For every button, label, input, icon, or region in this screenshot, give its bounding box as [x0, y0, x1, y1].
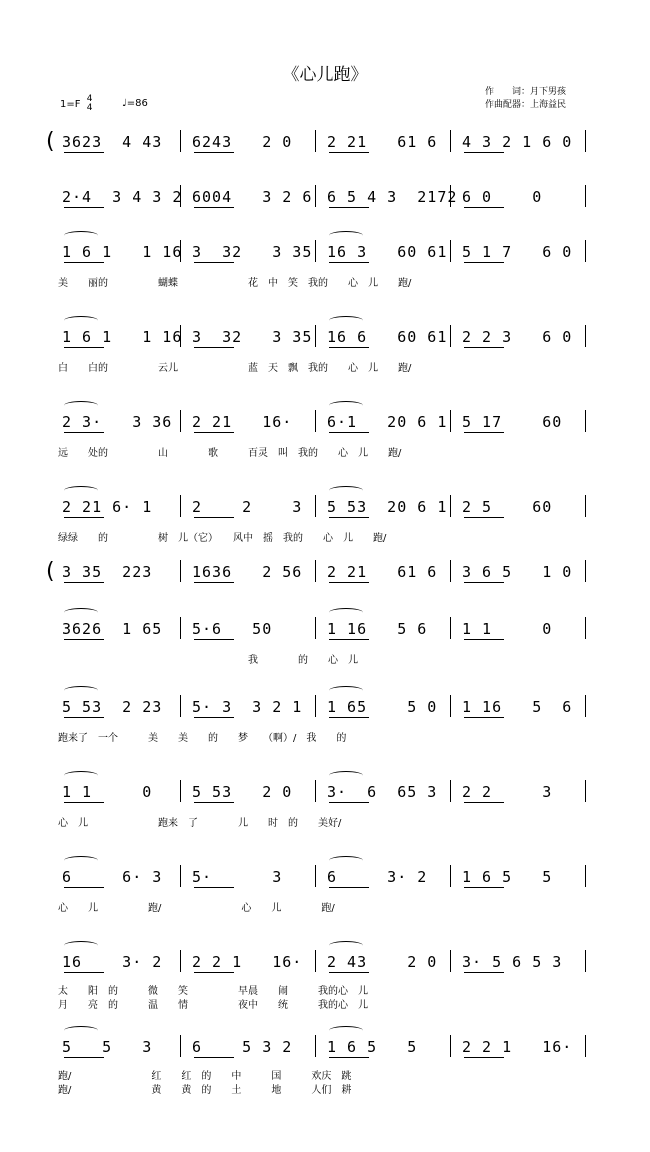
measure: 6 5 4 3 2172 — [327, 188, 458, 206]
slur-mark — [329, 316, 363, 325]
beam-line — [329, 582, 369, 583]
lyric-line: 远 处的 山 歌 百灵 叫 我的 心 儿 跑/ — [58, 448, 402, 459]
slur-mark — [64, 316, 98, 325]
lyric-line: 心 儿 跑来 了 儿 时 的 美好/ — [58, 818, 342, 829]
beam-line — [194, 517, 234, 518]
bar-line — [315, 185, 316, 207]
slur-mark — [329, 231, 363, 240]
beam-line — [64, 432, 104, 433]
bar-line — [585, 130, 586, 152]
beam-line — [464, 1057, 504, 1058]
bar-line — [180, 865, 181, 887]
beam-line — [194, 639, 234, 640]
bar-line — [585, 185, 586, 207]
bar-line — [180, 495, 181, 517]
bar-line — [180, 950, 181, 972]
measure: 1 6 5 5 — [462, 868, 553, 886]
lyric-line: 心 儿 跑/ 心 儿 跑/ — [58, 903, 335, 914]
measure: 6 3· 2 — [327, 868, 428, 886]
score-row — [46, 129, 595, 172]
bar-line — [315, 950, 316, 972]
measure: 1 6 1 1 16 — [62, 243, 183, 261]
beam-line — [64, 1057, 104, 1058]
slur-mark — [64, 401, 98, 410]
beam-line — [329, 802, 369, 803]
beam-line — [64, 262, 104, 263]
bar-line — [315, 495, 316, 517]
bar-line — [180, 410, 181, 432]
bar-line — [315, 325, 316, 347]
bar-line — [585, 950, 586, 972]
beam-line — [194, 717, 234, 718]
lyric-line: 太 阳 的 微 笑 早晨 闹 我的心 儿 — [58, 986, 368, 997]
bar-line — [315, 130, 316, 152]
measure: 1636 2 56 — [192, 563, 303, 581]
measure: 3· 6 65 3 — [327, 783, 438, 801]
bar-line — [315, 560, 316, 582]
beam-line — [329, 262, 369, 263]
bar-line — [180, 780, 181, 802]
measure: 1 1 0 — [462, 620, 553, 638]
lyric-line: 跑/ 红 红 的 中 国 欢庆 跳 — [58, 1071, 352, 1082]
bar-line — [585, 865, 586, 887]
measure: 16 3· 2 — [62, 953, 163, 971]
song-title: 《心儿跑》 — [282, 65, 368, 85]
measure: 16 6 60 61 — [327, 328, 448, 346]
measure: 6·1 20 6 1 — [327, 413, 448, 431]
beam-line — [329, 207, 369, 208]
lyric-line: 月 亮 的 温 情 夜中 统 我的心 儿 — [58, 1000, 368, 1011]
bar-line — [585, 617, 586, 639]
measure: 3· 5 6 5 3 — [462, 953, 563, 971]
score-row — [50, 695, 595, 744]
slur-mark — [329, 771, 363, 780]
bar-line — [450, 617, 451, 639]
measure: 2 3· 3 36 — [62, 413, 173, 431]
score-row — [50, 1035, 595, 1096]
time-top: 4 — [86, 94, 93, 104]
beam-line — [464, 582, 504, 583]
slur-mark — [329, 686, 363, 695]
bar-line — [315, 617, 316, 639]
bar-line — [450, 325, 451, 347]
beam-line — [64, 152, 104, 153]
bar-line — [450, 130, 451, 152]
score-row — [50, 495, 595, 544]
bar-line — [315, 695, 316, 717]
bar-line — [180, 560, 181, 582]
beam-line — [194, 207, 234, 208]
slur-mark — [64, 941, 98, 950]
bar-line — [180, 130, 181, 152]
beam-line — [329, 887, 369, 888]
lyric-line: 跑/ 黄 黄 的 土 地 人们 耕 — [58, 1085, 352, 1096]
beam-line — [64, 347, 104, 348]
measure: 1 1 0 — [62, 783, 153, 801]
beam-line — [64, 582, 104, 583]
beam-line — [194, 1057, 234, 1058]
measure: 2 43 2 0 — [327, 953, 438, 971]
measure: 6 6· 3 — [62, 868, 163, 886]
slur-mark — [64, 486, 98, 495]
bar-line — [315, 780, 316, 802]
score-row — [50, 325, 595, 374]
beam-line — [64, 972, 104, 973]
slur-mark — [64, 1026, 98, 1035]
measure: 5·6 50 — [192, 620, 273, 638]
key-signature — [60, 95, 92, 113]
bar-line — [585, 410, 586, 432]
beam-line — [194, 802, 234, 803]
measure: 3 6 5 1 0 — [462, 563, 573, 581]
beam-line — [64, 207, 104, 208]
bar-line — [315, 865, 316, 887]
score-row — [50, 950, 595, 1011]
slur-mark — [64, 231, 98, 240]
beam-line — [464, 972, 504, 973]
repeat-paren-open: ( — [46, 129, 55, 154]
beam-line — [464, 207, 504, 208]
measure: 3 32 3 35 — [192, 328, 313, 346]
lyricist-credit: 作 词：月下男孩 — [485, 87, 567, 97]
slur-mark — [64, 771, 98, 780]
credits — [485, 86, 566, 112]
score-row — [46, 559, 595, 602]
beam-line — [329, 972, 369, 973]
slur-mark — [329, 941, 363, 950]
measure: 2 2 1 16· — [462, 1038, 573, 1056]
repeat-paren-open: ( — [46, 559, 55, 584]
measure: 6243 2 0 — [192, 133, 293, 151]
measure: 5 17 60 — [462, 413, 563, 431]
beam-line — [329, 717, 369, 718]
beam-line — [464, 262, 504, 263]
bar-line — [585, 560, 586, 582]
slur-mark — [329, 608, 363, 617]
slur-mark — [329, 401, 363, 410]
measure: 3 32 3 35 — [192, 243, 313, 261]
composer-credit: 作曲配器：上海益民 — [485, 100, 567, 110]
measure: 2 21 61 6 — [327, 563, 438, 581]
beam-line — [329, 347, 369, 348]
beam-line — [329, 1057, 369, 1058]
bar-line — [180, 1035, 181, 1057]
beam-line — [464, 432, 504, 433]
measure: 3 35 223 — [62, 563, 153, 581]
beam-line — [64, 802, 104, 803]
beam-line — [194, 972, 234, 973]
measure: 3626 1 65 — [62, 620, 163, 638]
measure: 5 53 2 0 — [192, 783, 293, 801]
lyric-line: 绿绿 的 树 儿（它） 风中 摇 我的 心 儿 跑/ — [58, 533, 387, 544]
measure: 1 16 5 6 — [462, 698, 573, 716]
measure: 2 2 3 — [462, 783, 553, 801]
beam-line — [329, 152, 369, 153]
slur-mark — [64, 856, 98, 865]
bar-line — [180, 695, 181, 717]
beam-line — [464, 639, 504, 640]
slur-mark — [64, 608, 98, 617]
bar-line — [180, 617, 181, 639]
slur-mark — [329, 486, 363, 495]
score-row — [50, 240, 595, 289]
score-row — [50, 410, 595, 459]
beam-line — [194, 347, 234, 348]
time-signature — [87, 95, 93, 113]
lyric-line: 我 的 心 儿 — [58, 655, 358, 666]
beam-line — [64, 639, 104, 640]
measure: 1 6 1 1 16 — [62, 328, 183, 346]
lyric-line: 跑来了 一个 美 美 的 梦 （啊）/ 我 的 — [58, 733, 347, 744]
bar-line — [450, 560, 451, 582]
measure: 5 53 20 6 1 — [327, 498, 448, 516]
lyric-line: 白 白的 云儿 蓝 天 飘 我的 心 儿 跑/ — [58, 363, 412, 374]
measure: 1 6 5 5 — [327, 1038, 418, 1056]
key-label: 1=F — [60, 99, 81, 110]
measure: 2 2 3 — [192, 498, 303, 516]
bar-line — [315, 240, 316, 262]
beam-line — [194, 887, 234, 888]
bar-line — [450, 780, 451, 802]
beam-line — [464, 347, 504, 348]
slur-mark — [329, 856, 363, 865]
beam-line — [64, 887, 104, 888]
score-row — [50, 865, 595, 914]
beam-line — [329, 432, 369, 433]
beam-line — [329, 639, 369, 640]
bar-line — [585, 695, 586, 717]
measure: 2 21 16· — [192, 413, 293, 431]
lyric-line: 美 丽的 蝴蝶 花 中 笑 我的 心 儿 跑/ — [58, 278, 412, 289]
beam-line — [194, 432, 234, 433]
measure: 4 3 2 1 6 0 — [462, 133, 573, 151]
bar-line — [450, 240, 451, 262]
score-row — [50, 185, 595, 227]
beam-line — [464, 802, 504, 803]
measure: 2·4 3 4 3 2 — [62, 188, 183, 206]
measure: 1 65 5 0 — [327, 698, 438, 716]
bar-line — [585, 495, 586, 517]
measure: 2 2 3 6 0 — [462, 328, 573, 346]
beam-line — [464, 152, 504, 153]
measure: 2 21 61 6 — [327, 133, 438, 151]
bar-line — [585, 780, 586, 802]
score-row — [50, 617, 595, 666]
measure: 16 3 60 61 — [327, 243, 448, 261]
measure: 5 53 2 23 — [62, 698, 163, 716]
beam-line — [194, 262, 234, 263]
measure: 3623 4 43 — [62, 133, 163, 151]
bar-line — [450, 865, 451, 887]
measure: 5· 3 — [192, 868, 283, 886]
measure: 6 5 3 2 — [192, 1038, 293, 1056]
tempo-marking: ♩=86 — [122, 98, 148, 109]
bar-line — [450, 495, 451, 517]
measure: 1 16 5 6 — [327, 620, 428, 638]
beam-line — [64, 517, 104, 518]
slur-mark — [329, 1026, 363, 1035]
beam-line — [464, 717, 504, 718]
bar-line — [450, 1035, 451, 1057]
bar-line — [450, 410, 451, 432]
bar-line — [585, 240, 586, 262]
score-row — [50, 780, 595, 829]
slur-mark — [64, 686, 98, 695]
beam-line — [464, 887, 504, 888]
bar-line — [585, 325, 586, 347]
bar-line — [585, 1035, 586, 1057]
bar-line — [450, 950, 451, 972]
beam-line — [194, 582, 234, 583]
measure: 2 21 6· 1 — [62, 498, 153, 516]
measure: 6004 3 2 6 — [192, 188, 313, 206]
measure: 5 1 7 6 0 — [462, 243, 573, 261]
beam-line — [64, 717, 104, 718]
beam-line — [194, 152, 234, 153]
measure: 2 2 1 16· — [192, 953, 303, 971]
beam-line — [329, 517, 369, 518]
beam-line — [464, 517, 504, 518]
measure: 6 0 0 — [462, 188, 543, 206]
measure: 5· 3 3 2 1 — [192, 698, 303, 716]
measure: 2 5 60 — [462, 498, 553, 516]
bar-line — [450, 695, 451, 717]
bar-line — [315, 1035, 316, 1057]
bar-line — [315, 410, 316, 432]
measure: 5 5 3 — [62, 1038, 153, 1056]
time-bottom: 4 — [86, 103, 93, 113]
